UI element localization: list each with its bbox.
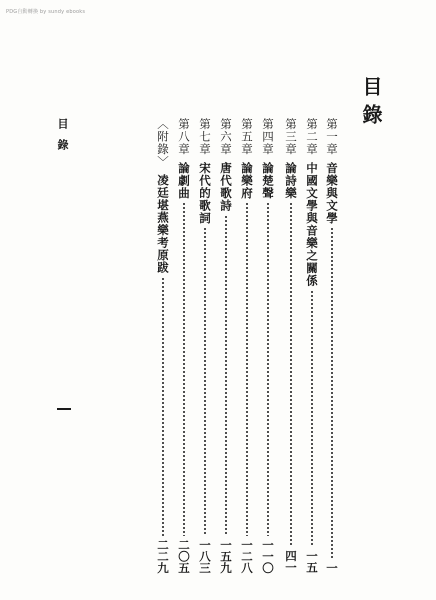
toc-leader-dots	[204, 227, 206, 536]
toc-leader-dots	[246, 202, 248, 536]
toc-entry	[155, 118, 171, 573]
scan-watermark: PDG自動轉換 by sundy ebooks	[6, 9, 86, 15]
toc-entry	[304, 118, 320, 573]
toc-leader-dots	[331, 227, 333, 559]
toc-entry	[239, 118, 255, 573]
toc-chapter-title: 宋代的歌詞	[198, 161, 212, 224]
toc-chapter-number: 第一章	[325, 118, 339, 156]
toc-page-number: 一五九	[219, 538, 233, 573]
toc-leader-dots	[183, 202, 185, 536]
toc-page-number: 一八三	[198, 538, 212, 573]
toc-chapter-title: 論樂府	[240, 161, 254, 199]
toc-leader-dots	[290, 202, 292, 547]
toc-page-number: 一	[325, 561, 339, 573]
toc-page-number: 一二八	[240, 538, 254, 573]
running-head: 目錄	[56, 118, 69, 160]
toc-chapter-number: 第八章	[177, 118, 191, 156]
page-title: 目錄	[359, 76, 383, 132]
toc-chapter-title: 音樂與文學	[325, 161, 339, 224]
toc-leader-dots	[162, 277, 164, 536]
toc-page-number: 四一	[284, 550, 298, 573]
toc-entry	[260, 118, 276, 573]
toc-appendix-title: 凌廷堪燕樂考原跋	[156, 174, 170, 274]
toc-entry	[324, 118, 340, 573]
toc-entry	[197, 118, 213, 573]
toc-chapter-title: 論詩樂	[284, 161, 298, 199]
toc-page-number: 二〇五	[177, 538, 191, 573]
toc-chapter-title: 論劇曲	[177, 161, 191, 199]
toc-chapter-number: 第六章	[219, 118, 233, 156]
toc-chapter-number: 第三章	[284, 118, 298, 156]
toc-chapter-title: 唐代歌詩	[219, 161, 233, 212]
toc-appendix-label: 〈附錄〉	[156, 118, 170, 168]
toc-chapter-number: 第五章	[240, 118, 254, 156]
toc-leader-dots	[267, 202, 269, 536]
toc-page-number: 一五	[305, 550, 319, 573]
toc-chapter-number: 第七章	[198, 118, 212, 156]
folio-dash	[57, 408, 71, 410]
toc-chapter-title: 中國文學與音樂之關係	[305, 161, 319, 287]
toc-entry	[283, 118, 299, 573]
toc-chapter-number: 第四章	[261, 118, 275, 156]
toc-leader-dots	[311, 290, 313, 548]
toc-page-number: 二二九	[156, 538, 170, 573]
toc-chapter-number: 第二章	[305, 118, 319, 156]
toc-chapter-title: 論楚聲	[261, 161, 275, 199]
toc-leader-dots	[225, 215, 227, 536]
toc-page-number: 一一〇	[261, 538, 275, 573]
toc-entry	[176, 118, 192, 573]
toc-entry	[218, 118, 234, 573]
